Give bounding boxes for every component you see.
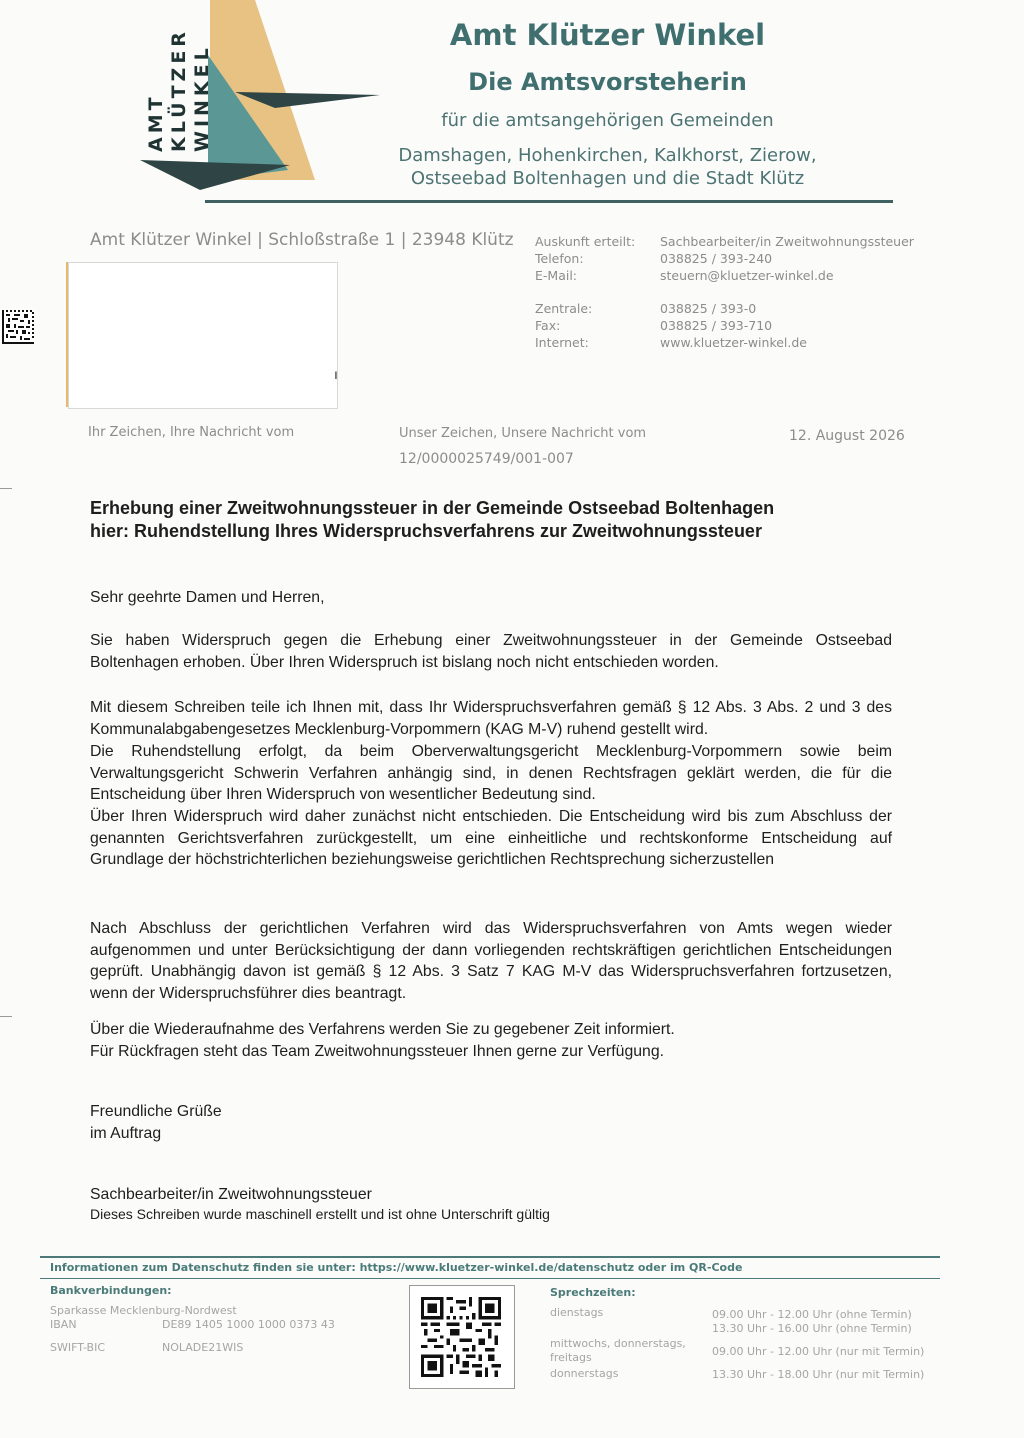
contact-label: E-Mail: <box>535 268 578 283</box>
authority-title: Amt Klützer Winkel <box>449 18 766 52</box>
contact-label: Auskunft erteilt: <box>535 234 636 249</box>
subject-line-1: Erhebung einer Zweitwohnungssteuer in der Gemeinde Ostseebad Boltenhagen <box>90 498 775 518</box>
office-hours-time: 09.00 Uhr - 12.00 Uhr (nur mit Termin) <box>712 1345 925 1358</box>
office-hours-day: mittwochs, donnerstags, <box>550 1337 686 1350</box>
contact-label: Internet: <box>535 335 589 350</box>
office-hours-time: 13.30 Uhr - 16.00 Uhr (ohne Termin) <box>712 1322 912 1335</box>
signatory: Sachbearbeiter/in Zweitwohnungssteuer <box>90 1186 372 1203</box>
member-municipalities-intro: für die amtsangehörigen Gemeinden <box>441 110 774 131</box>
contact-values-1 <box>660 233 914 284</box>
logo-text-amt: AMT <box>145 93 167 152</box>
amt-kluetzer-winkel-logo <box>140 0 385 190</box>
authority-subtitle: Die Amtsvorsteherin <box>468 68 747 96</box>
paragraph-information: Über die Wiederaufnahme des Verfahrens werden Sie zu gegebener Zeit informiert. <box>90 1021 675 1038</box>
iban-label: IBAN <box>50 1318 77 1331</box>
iban-value: DE89 1405 1000 1000 0373 43 <box>162 1318 335 1331</box>
office-hours-time: 13.30 Uhr - 18.00 Uhr (nur mit Termin) <box>712 1368 925 1381</box>
our-reference-label: Unser Zeichen, Unsere Nachricht vom <box>399 426 647 441</box>
datamatrix-code <box>2 310 34 344</box>
letter-date: 12. August 2026 <box>789 428 905 444</box>
contact-labels-1 <box>535 233 635 284</box>
fold-mark <box>0 488 12 489</box>
contact-values-2 <box>660 300 807 351</box>
office-hours-title: Sprechzeiten: <box>550 1286 636 1299</box>
office-hours-day: donnerstags <box>550 1367 619 1380</box>
return-address: Amt Klützer Winkel | Schloßstraße 1 | 23948 Klütz <box>90 230 514 250</box>
paragraph-objection: Sie haben Widerspruch gegen die Erhebung einer Zweitwohnungssteuer in der Gemeinde Ostseebad Boltenhagen erhoben. Über Ihren Widerspruch ist bislang noch nicht entschieden worden. <box>90 632 892 671</box>
salutation: Sehr geehrte Damen und Herren, <box>90 589 325 606</box>
contact-labels-2 <box>535 300 592 351</box>
bank-title: Bankverbindungen: <box>50 1284 172 1297</box>
closing-on-behalf: im Auftrag <box>90 1125 162 1142</box>
subject-line-2: hier: Ruhendstellung Ihres Widerspruchsverfahrens zur Zweitwohnungssteuer <box>90 521 762 541</box>
office-hours-day: freitags <box>550 1351 592 1364</box>
header-divider <box>205 200 893 203</box>
logo-text-kluetzer: KLÜTZER <box>168 28 190 152</box>
contact-phone: 038825 / 393-240 <box>660 251 773 266</box>
contact-person: Sachbearbeiter/in Zweitwohnungssteuer <box>660 234 914 249</box>
contact-central-phone: 038825 / 393-0 <box>660 301 757 316</box>
paragraph-contact: Für Rückfragen steht das Team Zweitwohnungssteuer Ihnen gerne zur Verfügung. <box>90 1043 664 1060</box>
machine-generated-note: Dieses Schreiben wurde maschinell erstellt und ist ohne Unterschrift gültig <box>90 1206 550 1222</box>
contact-label: Zentrale: <box>535 301 593 316</box>
fold-mark <box>0 1016 12 1017</box>
qr-code <box>421 1297 501 1377</box>
paragraph-reason: Die Ruhendstellung erfolgt, da beim Oberverwaltungsgericht Mecklenburg-Vorpommern sowie beim Verwaltungsgericht Schwerin Verfahren anhängig sind, in denen Rechtsfragen geklärt werden, die für die Entscheidung über Ihren Widerspruch von wesentlicher Bedeutung sind. <box>90 743 892 803</box>
privacy-notice: Informationen zum Datenschutz finden sie unter: https://www.kluetzer-winkel.de/datenschutz oder im QR-Code <box>50 1261 743 1274</box>
letter-subject <box>90 497 890 543</box>
paragraph-resumption: Nach Abschluss der gerichtlichen Verfahren wird das Widerspruchsverfahren von Amts wegen wieder aufgenommen und unter Berücksichtigung der dann vorliegenden rechtskräftigen gerichtlichen Entscheidungen geprüft. Unabhängig davon ist gemäß § 12 Abs. 3 Satz 7 KAG M-V das Widerspruchsverfahren fortzusetzen, wenn der Widerspruchsführer dies beantragt. <box>90 920 892 1002</box>
bank-name: Sparkasse Mecklenburg-Nordwest <box>50 1304 237 1317</box>
contact-label: Telefon: <box>535 251 584 266</box>
contact-email: steuern@kluetzer-winkel.de <box>660 268 834 283</box>
member-municipalities-line2: Ostseebad Boltenhagen und die Stadt Klütz <box>410 168 805 189</box>
contact-label: Fax: <box>535 318 561 333</box>
our-reference-number: 12/0000025749/001-007 <box>399 451 574 467</box>
paragraph-suspension: Mit diesem Schreiben teile ich Ihnen mit, dass Ihr Widerspruchsverfahren gemäß § 12 Abs. 3 Abs. 2 und 3 des Kommunalabgabengesetzes Mecklenburg-Vorpommern (KAG M-V) ruhend gestellt wird. <box>90 699 892 738</box>
member-municipalities-line1: Damshagen, Hohenkirchen, Kalkhorst, Zierow, <box>398 145 817 166</box>
paragraph-deferral: Über Ihren Widerspruch wird daher zunächst nicht entschieden. Die Entscheidung wird bis zum Abschluss der genannten Gerichtsverfahren zurückgestellt, um eine einheitliche und rechtskonforme Entscheidung auf Grundlage der höchstrichterlichen beziehungsweise gerichtlichen Rechtsprechung sicherzustellen <box>90 808 892 868</box>
swift-label: SWIFT-BIC <box>50 1341 105 1354</box>
footer-rule-top <box>40 1256 940 1258</box>
contact-fax: 038825 / 393-710 <box>660 318 773 333</box>
recipient-stray-mark: ı <box>334 366 338 382</box>
office-hours-day: dienstags <box>550 1306 604 1319</box>
swift-value: NOLADE21WIS <box>162 1341 244 1354</box>
footer-rule-bottom <box>40 1278 940 1279</box>
recipient-address-redacted <box>68 262 338 409</box>
office-hours-time: 09.00 Uhr - 12.00 Uhr (ohne Termin) <box>712 1308 912 1321</box>
your-reference-label: Ihr Zeichen, Ihre Nachricht vom <box>88 425 295 440</box>
closing-greeting: Freundliche Grüße <box>90 1103 222 1120</box>
contact-website: www.kluetzer-winkel.de <box>660 335 807 350</box>
logo-text-winkel: WINKEL <box>191 44 213 152</box>
